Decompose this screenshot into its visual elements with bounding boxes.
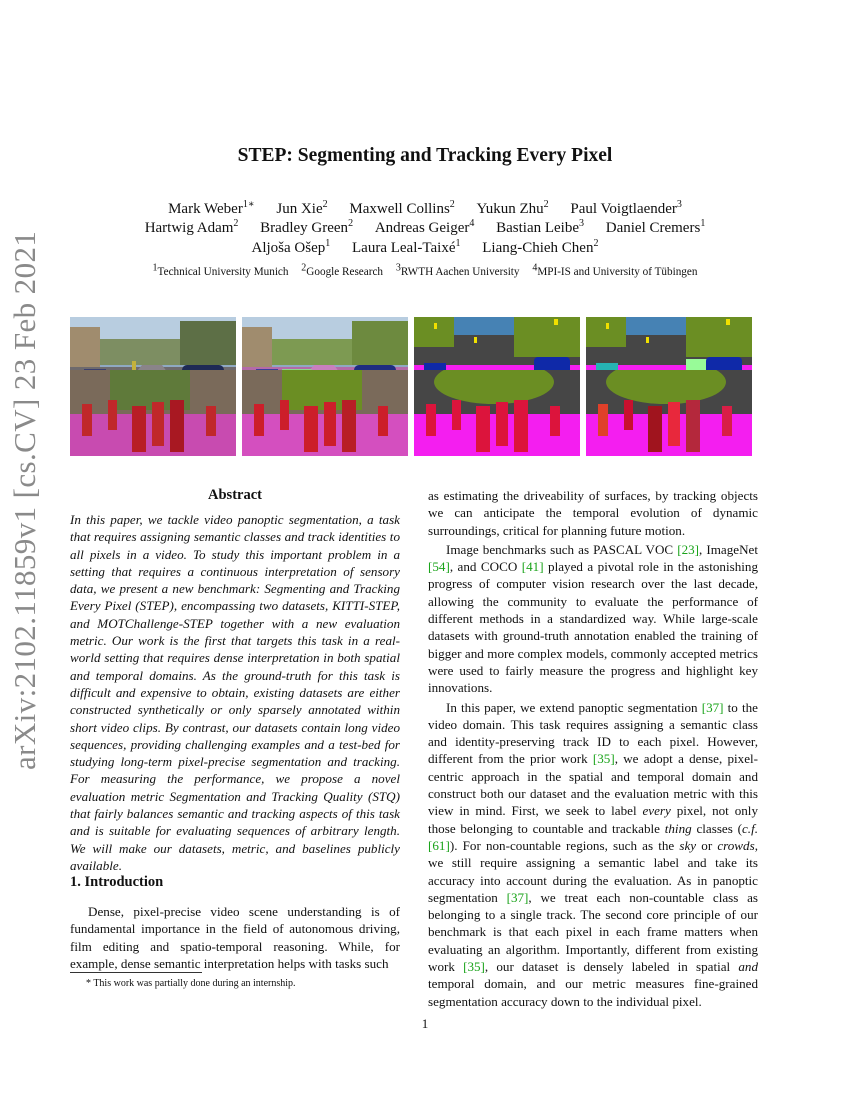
footnote: * This work was partially done during an internship. — [86, 978, 296, 989]
affiliation: $^1$Technical University Munich — [152, 262, 289, 278]
page-number: 1 — [421, 1016, 429, 1031]
author: Laura Leal-Taixé$^1$ — [352, 238, 461, 256]
author: Andreas Geiger$^4$ — [374, 218, 475, 236]
introduction-text: Dense, pixel-precise video scene understanding is of fundamental importance in the field of autonomous driving, film editing and spatio-temporal reasoning. While, for example, dense semantic interpretation helps with tasks such — [70, 904, 400, 971]
author: Bastian Leibe$^3$ — [496, 218, 584, 236]
citation-link[interactable]: [41] — [521, 559, 544, 575]
abstract-heading: Abstract — [208, 487, 262, 503]
author: Liang-Chieh Chen$^2$ — [482, 238, 599, 256]
author: Aljoša Ošep$^1$ — [251, 238, 331, 256]
paragraph: as estimating the driveability of surfaces, by tracking objects we can anticipate the temporal evolution of dynamic surroundings, critical for planning future motion. — [428, 488, 758, 538]
author-row-1 — [60, 199, 790, 218]
author: Mark Weber$^{1∗}$ — [168, 199, 255, 217]
author-row-2 — [60, 218, 790, 237]
author: Paul Voigtlaender$^3$ — [570, 199, 682, 217]
author: Yukun Zhu$^2$ — [476, 199, 549, 217]
author: Maxwell Collins$^2$ — [349, 199, 455, 217]
crowd-semantic-map — [414, 370, 580, 456]
paragraph: Image benchmarks such as PASCAL VOC [23], ImageNet [54], and COCO [41] played a pivotal role in the astonishing progress of computer vision research over the last decade, allowing the community to evaluate the performance of different methods in a standardized way. While large-scale datasets with ground-truth annotation enabled the training of bigger and more complex models, commonly accepted metrics were used to fairly measure the progress and highlight key innovations. — [428, 541, 758, 696]
citation-link[interactable]: [23] — [677, 541, 700, 557]
author: Bradley Green$^2$ — [260, 218, 354, 236]
affiliations — [60, 262, 790, 278]
citation-link[interactable]: [35] — [592, 751, 615, 767]
footnote-rule — [70, 972, 202, 973]
affiliation: $^4$MPI-IS and University of Tübingen — [532, 262, 698, 278]
citation-link[interactable]: [37] — [701, 699, 724, 715]
right-column-text — [428, 487, 758, 1012]
author: Hartwig Adam$^2$ — [144, 218, 239, 236]
citation-link[interactable]: [37] — [506, 889, 529, 905]
arxiv-identifier-stamp: arXiv:2102.11859v1 [cs.CV] 23 Feb 2021 — [7, 230, 42, 770]
affiliation: $^2$Google Research — [301, 262, 384, 278]
paper-title: STEP: Segmenting and Tracking Every Pixel — [237, 145, 613, 166]
author-row-3 — [60, 238, 790, 257]
affiliation: $^3$RWTH Aachen University — [395, 262, 520, 278]
citation-link[interactable]: [54] — [428, 559, 450, 575]
author: Daniel Cremers$^1$ — [605, 218, 706, 236]
citation-link[interactable]: [35] — [463, 959, 485, 975]
citation-link[interactable]: [61] — [428, 837, 450, 853]
author: Jun Xie$^2$ — [276, 199, 328, 217]
crowd-panoptic-map — [586, 370, 752, 456]
crowd-photo-rgb — [70, 370, 236, 456]
abstract-text: In this paper, we tackle video panoptic segmentation, a task that requires assigning semantic classes and track identities to all pixels in a video. To study this important problem in a setting that requires a continuous interpretation of sensory data, we present a new benchmark: Segmenting and Tracking Every Pixel (STEP), encompassing two datasets, KITTI-STEP, and MOTChallenge-STEP together with a new evaluation metric. Our work is the first that targets this task in a real-world setting that requires dense interpretation in both spatial and temporal domains. As the ground-truth for this task is difficult and expensive to obtain, existing datasets are either constructed synthetically or only sparsely annotated within short video clips. By contrast, our datasets contain long video sequences, providing challenging examples and a test-bed for studying long-term pixel-precise segmentation and tracking. For measuring the performance, we propose a novel evaluation metric Segmentation and Tracking Quality (STQ) that fairly balances semantic and tracking aspects of this task and is suitable for evaluating sequences of arbitrary length. We will make our datasets, metric, and baselines publicly available. — [70, 512, 400, 873]
introduction-heading: 1. Introduction — [70, 874, 164, 890]
paragraph: In this paper, we extend panoptic segmentation [37] to the video domain. This task requires assigning a semantic class and identity-preserving track ID to each pixel. However, different from the prior work [35], we adopt a dense, pixel-centric approach in the spatial and temporal domain and construct both our dataset and the evaluation metric with this view in mind. First, we seek to label every pixel, not only those belonging to countable and trackable thing classes (c.f. [61]). For non-countable regions, such as the sky or crowds, we still require assigning a semantic label and take its accuracy into account during the evaluation. As in panoptic segmentation [37], we treat each non-countable class as belonging to a single track. The second core principle of our benchmark is that each pixel in each frame matters when evaluating an algorithm. Importantly, different from existing work [35], our dataset is densely labeled in spatial and temporal domain, and our metric measures fine-grained segmentation accuracy down to the individual pixel. — [428, 699, 758, 1009]
crowd-photo-overlay — [242, 370, 408, 456]
